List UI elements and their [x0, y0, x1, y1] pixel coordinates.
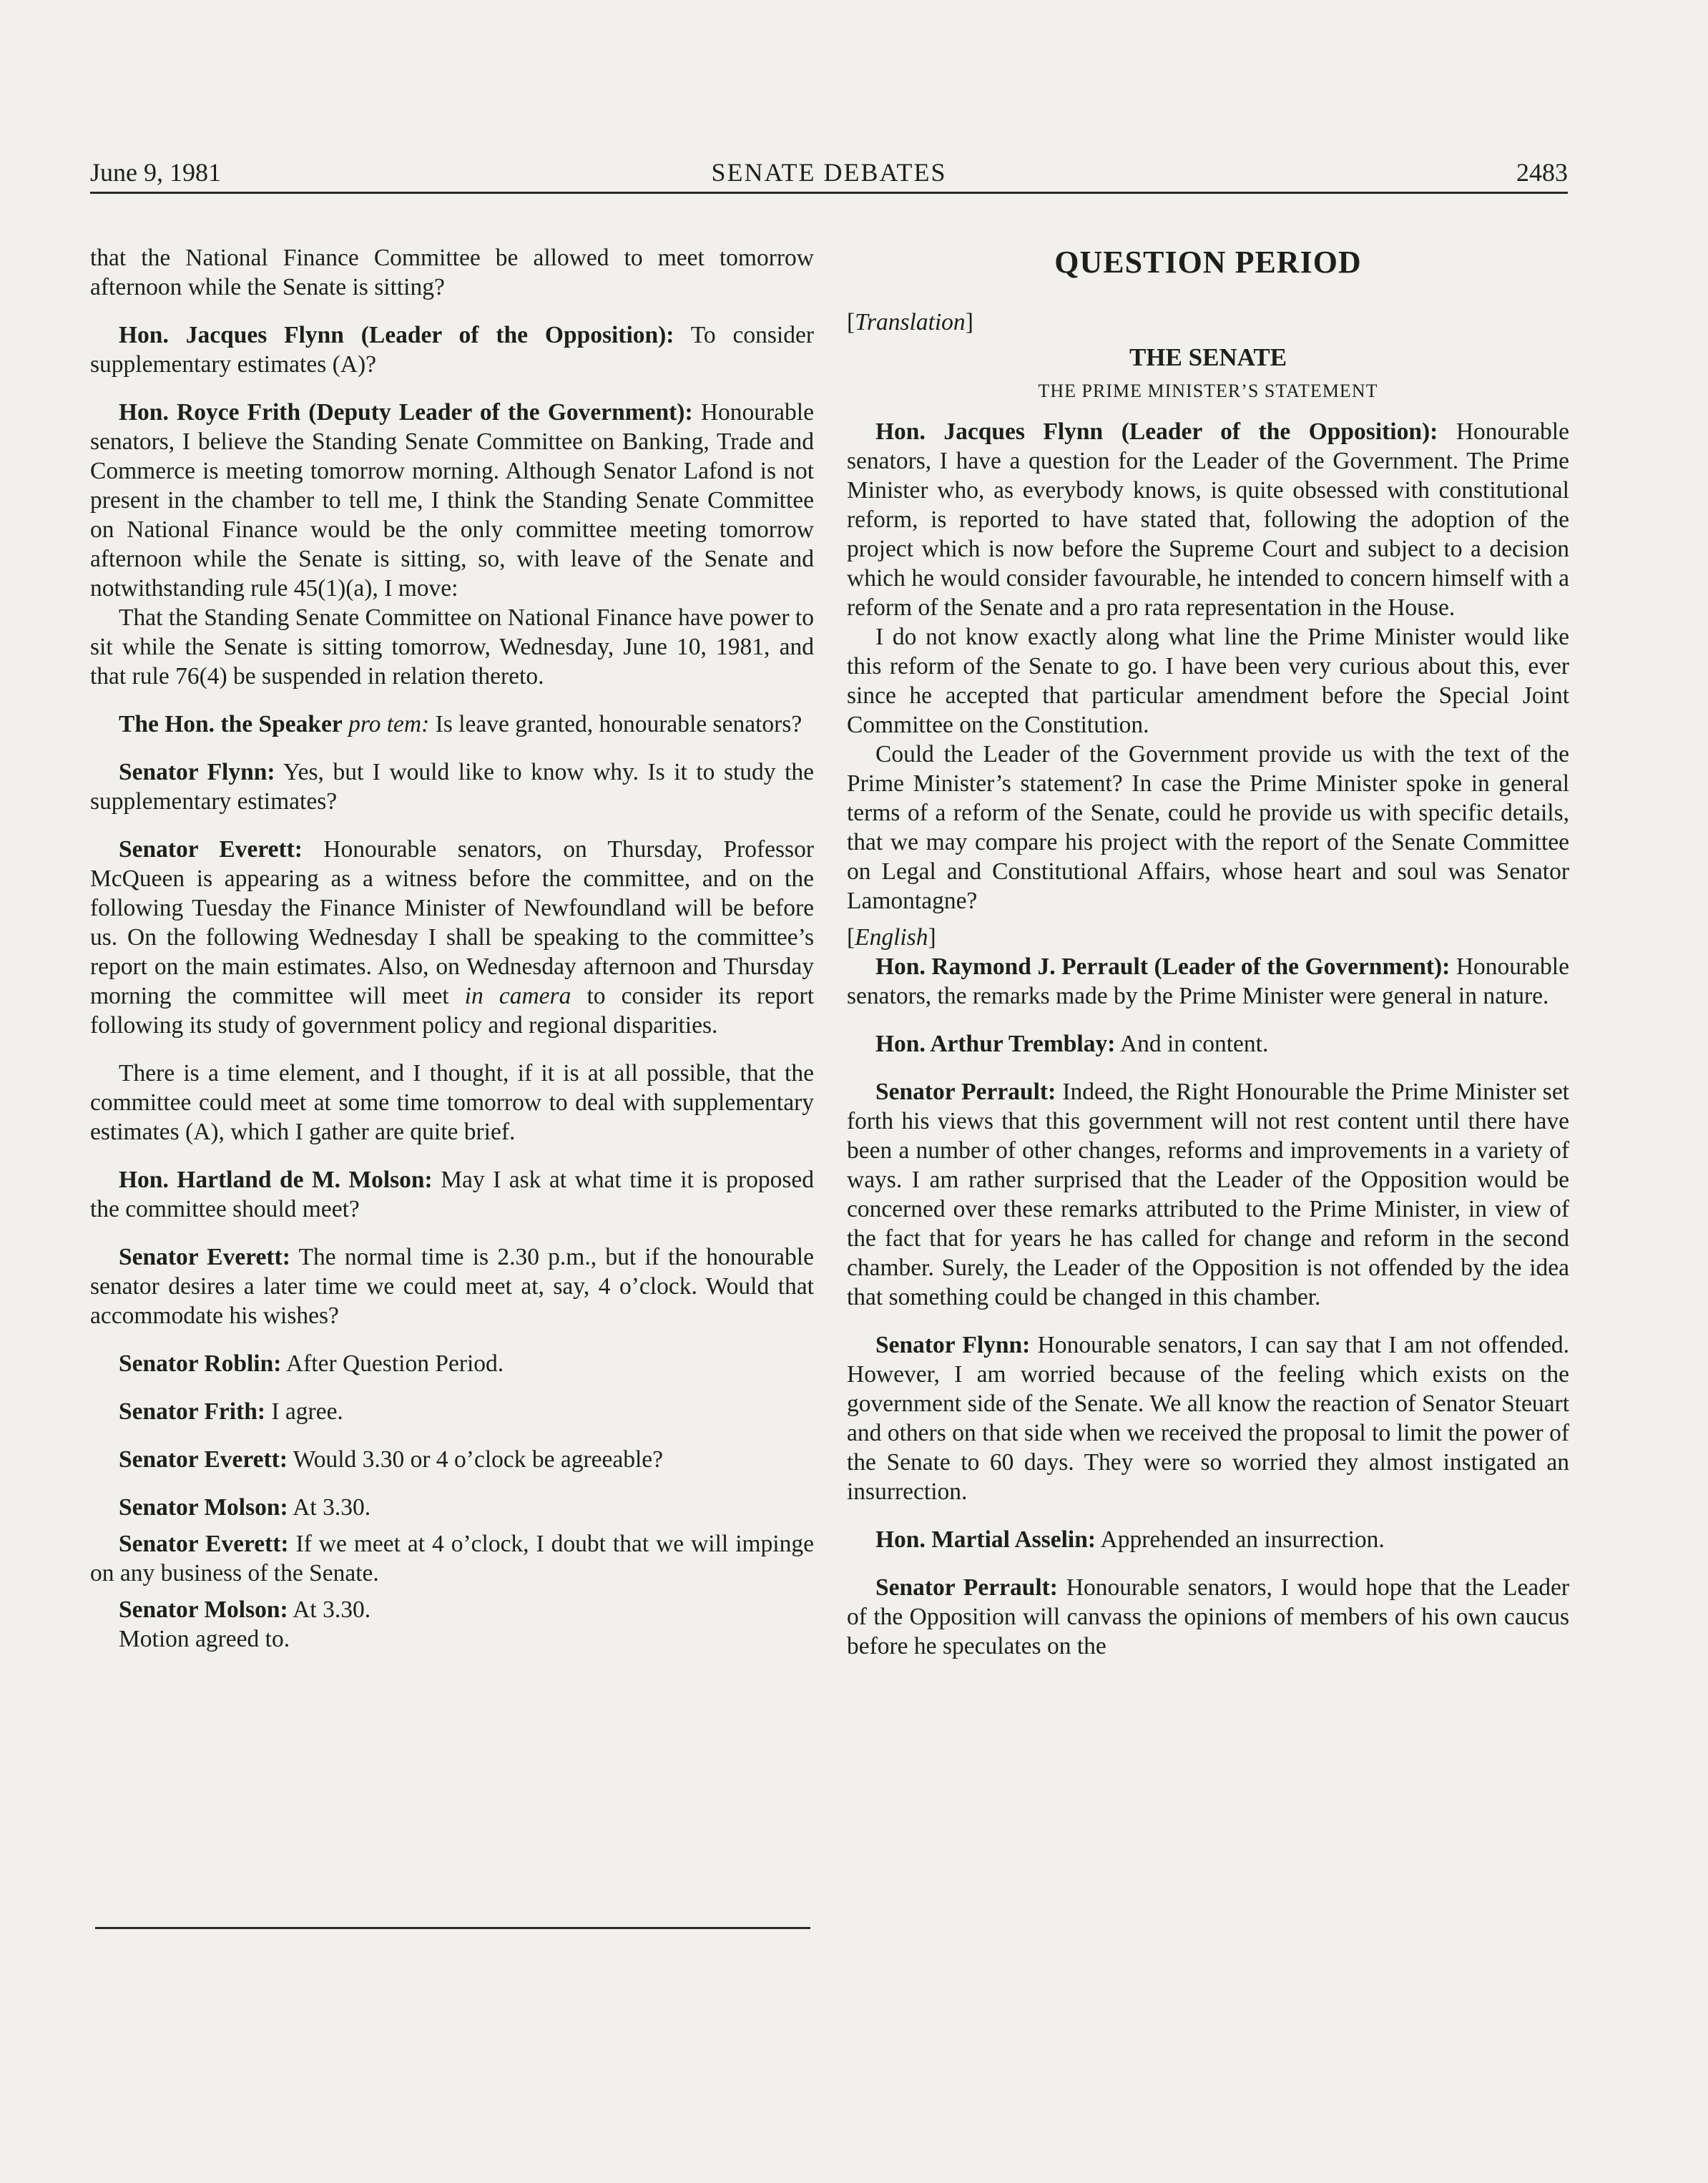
section-subheading: THE PRIME MINISTER’S STATEMENT: [1038, 381, 1378, 401]
speaker-name: Hon. Jacques Flynn (Leader of the Opposition):: [119, 322, 674, 348]
speech: [90, 320, 814, 379]
speaker-name: Senator Everett:: [119, 1446, 288, 1473]
speech: [847, 1525, 1569, 1554]
paragraph: that the National Finance Committee be allowed to meet tomorrow afternoon while the Senate is sitting?: [90, 245, 814, 300]
paragraph: There is a time element, and I thought, if it is at all possible, that the committee could meet at some time tomorrow to deal with supplementary estimates (A), which I gather are quite brief.: [90, 1060, 814, 1145]
speaker-name: Hon. Jacques Flynn (Leader of the Opposition):: [875, 418, 1438, 445]
speaker-name: Senator Frith:: [119, 1398, 266, 1425]
speaker-name: Hon. Martial Asselin:: [875, 1526, 1096, 1553]
speech-text: At 3.30.: [288, 1596, 371, 1623]
speaker-name: Senator Molson:: [119, 1596, 288, 1623]
section-end-rule: [95, 1927, 810, 1929]
right-column: [847, 243, 1569, 1661]
speaker-name: Senator Everett:: [119, 1244, 290, 1270]
speaker-name: Senator Perrault:: [875, 1079, 1056, 1105]
speaker-name: Senator Roblin:: [119, 1350, 282, 1377]
speech-text: Is leave granted, honourable senators?: [429, 711, 803, 737]
speech-text: Would 3.30 or 4 o’clock be agreeable?: [288, 1446, 664, 1473]
paragraph: I do not know exactly along what line the Prime Minister would like this reform of the Senate to go. I have been very curious about this, ever since he accepted that particular amendment before the Special Joint Committee on the Constitution.: [847, 624, 1569, 738]
speaker-name: Senator Flynn:: [875, 1332, 1031, 1358]
speaker-name: Hon. Arthur Tremblay:: [875, 1031, 1116, 1057]
speech: [90, 1595, 814, 1624]
language-tag-text: Translation: [855, 309, 966, 335]
left-column: [90, 243, 814, 1654]
speech-text: Honourable senators, on Thursday, Professor McQueen is appearing as a witness before the committee, and on the following Tuesday the Finance Minister of Newfoundland will be before us. On the following Wednesday I shall be speaking to the committee’s report on the main estimates. Also, on Wednesday afternoon and Thursday morning the committee will meet: [90, 836, 814, 1009]
speech-text: Indeed, the Right Honourable the Prime Minister set forth his views that this government will not rest content until there have been a number of other changes, reforms and improvements in a variety of ways. I am rather surprised that the Leader of the Opposition would be concerned over these remarks attributed to the Prime Minister, in view of the fact that for years he has called for change and reform in the second chamber. Surely, the Leader of the Opposition is not offended by the idea that something could be changed in this chamber.: [847, 1079, 1569, 1310]
speech: [90, 757, 814, 816]
question-period-heading: QUESTION PERIOD: [1054, 245, 1362, 280]
header-title: SENATE DEBATES: [711, 158, 947, 187]
speech: [847, 1077, 1569, 1312]
speech-text: If we meet at 4 o’clock, I doubt that we will impinge on any business of the Senate.: [90, 1531, 814, 1586]
paragraph: Could the Leader of the Government provide us with the text of the Prime Minister’s statement? In case the Prime Minister spoke in general terms of a reform of the Senate, could he provide us with specific details, that we may compare his project with the report of the Senate Committee on Legal and Constitutional Affairs, whose heart and soul was Senator Lamontagne?: [847, 741, 1569, 914]
speech: [847, 417, 1569, 622]
speech: [90, 1242, 814, 1330]
speech: [847, 1029, 1569, 1059]
speaker-name: Senator Perrault:: [875, 1574, 1058, 1601]
speaker-name: Senator Everett:: [119, 1531, 289, 1557]
speech-text: I agree.: [265, 1398, 343, 1425]
speech: [90, 1349, 814, 1378]
paragraph: Motion agreed to.: [119, 1626, 290, 1652]
speech-text: And in content.: [1115, 1031, 1269, 1057]
language-tag-text: English: [855, 924, 928, 951]
speaker-name: The Hon. the Speaker: [119, 711, 343, 737]
speaker-name: Hon. Raymond J. Perrault (Leader of the Government):: [875, 953, 1451, 980]
language-tag: [Translation]: [847, 309, 973, 335]
speech: [90, 1493, 814, 1522]
italic-phrase: in camera: [464, 983, 571, 1009]
speech: [90, 398, 814, 603]
header-date: June 9, 1981: [90, 158, 221, 187]
speech: [847, 952, 1569, 1011]
speaker-name: Senator Flynn:: [119, 759, 275, 785]
speech-text: After Question Period.: [281, 1350, 504, 1377]
speech-text: Honourable senators, I have a question for the Leader of the Government. The Prime Minister who, as everybody knows, is quite obsessed with constitutional reform, is reported to have stated that, following the adoption of the project which is now before the Supreme Court and subject to a decision which he would consider favourable, he intended to concern himself with a reform of the Senate and a pro rata representation in the House.: [847, 418, 1569, 621]
speech: [90, 835, 814, 1040]
speech-text: At 3.30.: [288, 1494, 371, 1521]
motion-text: That the Standing Senate Committee on National Finance have power to sit while the Senate is sitting tomorrow, Wednesday, June 10, 1981, and that rule 76(4) be suspended in relation thereto.: [90, 604, 814, 690]
speech-text: Honourable senators, I believe the Standing Senate Committee on Banking, Trade and Commerce is meeting tomorrow morning. Although Senator Lafond is not present in the chamber to tell me, I think the Standing Senate Committee on National Finance would be the only committee meeting tomorrow afternoon while the Senate is sitting, so, with leave of the Senate and notwithstanding rule 45(1)(a), I move:: [90, 399, 814, 602]
speech-text: To consider supplementary estimates (A)?: [90, 322, 814, 378]
speech-text: Yes, but I would like to know why. Is it to study the supplementary estimates?: [90, 759, 814, 815]
speech-text: Honourable senators, I would hope that the Leader of the Opposition will canvass the opinions of members of his own caucus before he speculates on the: [847, 1574, 1569, 1659]
page-number: 2483: [1516, 158, 1568, 187]
speech: [90, 1397, 814, 1426]
speaker-title: pro tem:: [348, 711, 430, 737]
speech-text: Apprehended an insurrection.: [1096, 1526, 1385, 1553]
running-header: [90, 154, 1568, 194]
speech: [847, 1330, 1569, 1506]
speech: [90, 1529, 814, 1588]
speaker-name: Senator Everett:: [119, 836, 303, 863]
speaker-name: Hon. Hartland de M. Molson:: [119, 1167, 433, 1193]
speech: [90, 710, 814, 739]
speech: [90, 1165, 814, 1224]
speech: [90, 1445, 814, 1474]
speech-text: to consider its report following its study of government policy and regional disparities.: [90, 983, 815, 1039]
speech: [847, 1573, 1569, 1661]
speech-text: The normal time is 2.30 p.m., but if the honourable senator desires a later time we could meet at, say, 4 o’clock. Would that accommodate his wishes?: [90, 1244, 814, 1329]
language-tag: [English]: [847, 924, 936, 951]
section-heading: THE SENATE: [1129, 343, 1287, 371]
speaker-name: Senator Molson:: [119, 1494, 288, 1521]
speaker-name: Hon. Royce Frith (Deputy Leader of the Government):: [119, 399, 693, 426]
speech-text: Honourable senators, I can say that I am not offended. However, I am worried because of the feeling which exists on the government side of the Senate. We all know the reaction of Senator Steuart and others on that side when we received the proposal to limit the power of the Senate to 60 days. They were so worried they almost instigated an insurrection.: [847, 1332, 1569, 1505]
speech-text: Honourable senators, the remarks made by the Prime Minister were general in nature.: [847, 953, 1569, 1009]
speech-text: May I ask at what time it is proposed the committee should meet?: [90, 1167, 814, 1222]
